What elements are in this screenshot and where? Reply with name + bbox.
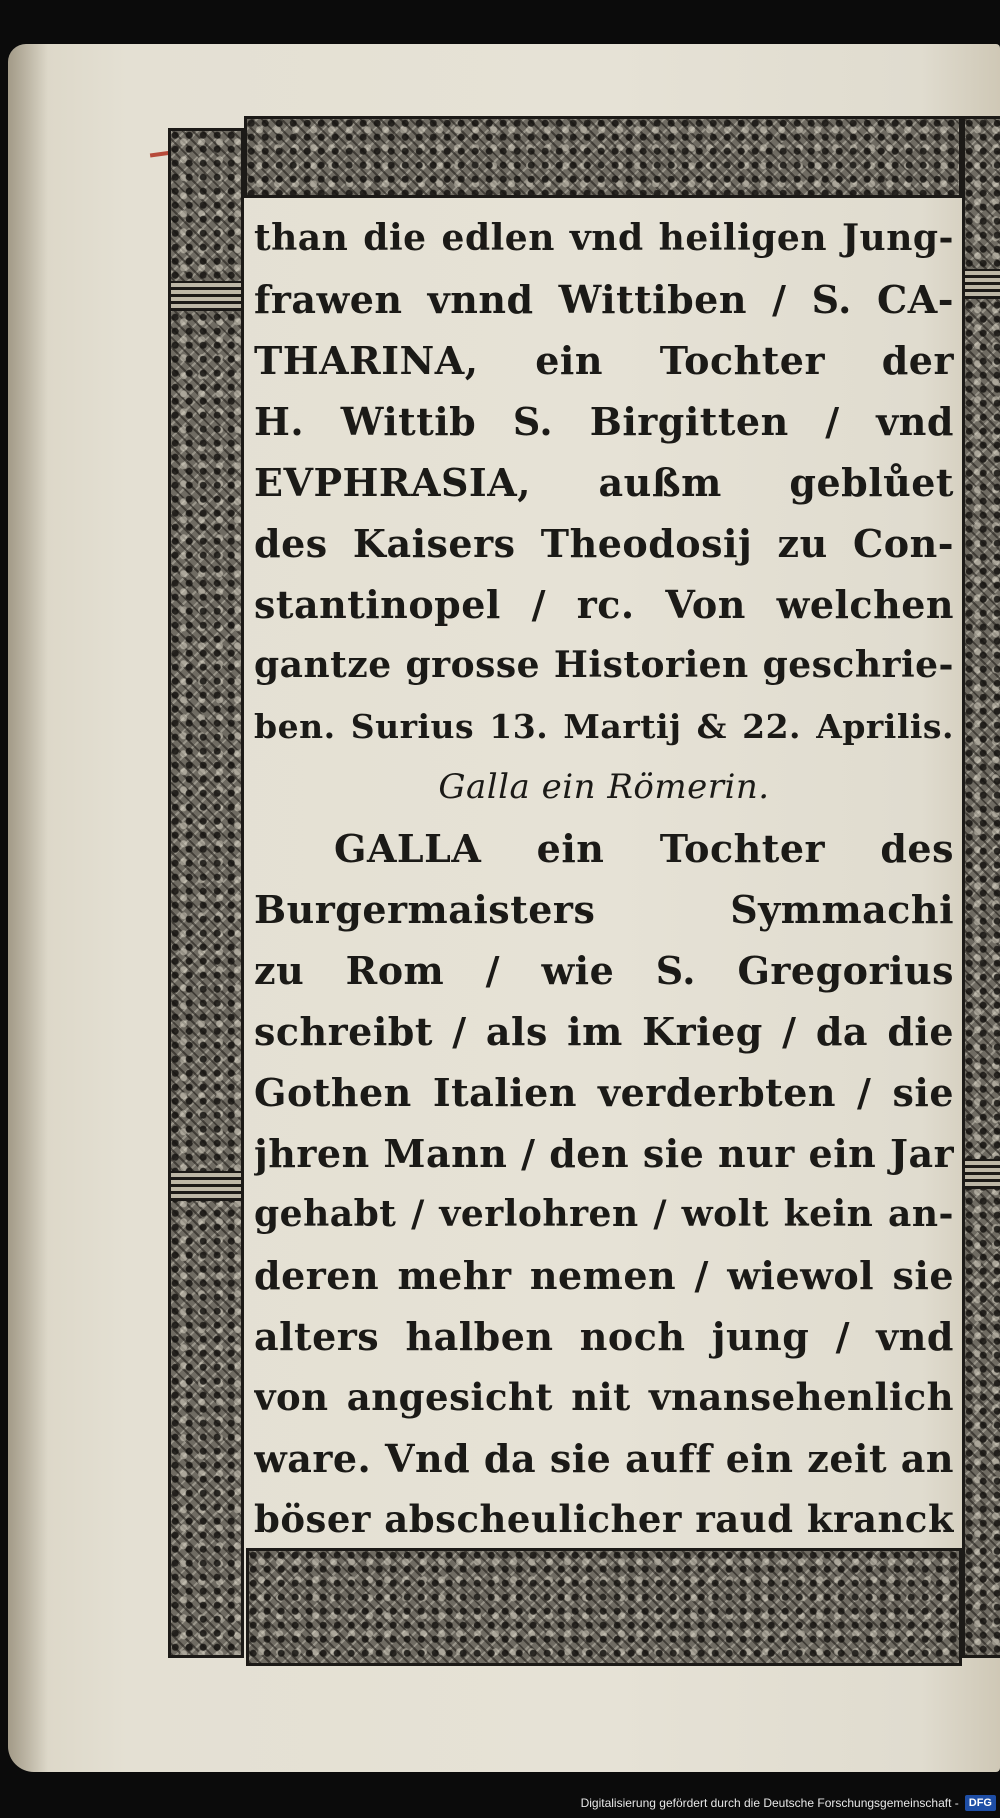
column-ring <box>965 1159 1000 1189</box>
text-line: than die edlen vnd heiligen Jung- <box>254 217 954 259</box>
text-line: gantze grosse Historien geschrie- <box>254 644 954 686</box>
text-line: des Kaisers Theodosij zu Con- <box>254 521 954 566</box>
ornamental-column-right <box>962 116 1000 1658</box>
ornamental-column-left <box>168 128 244 1658</box>
text-line: ben. Surius 13. Martij & 22. Aprilis. <box>254 707 954 746</box>
text-line: von angesicht nit vnansehenlich <box>254 1375 954 1419</box>
text-line: zu Rom / wie S. Gregorius <box>254 948 954 993</box>
text-line: gehabt / verlohren / wolt kein an- <box>254 1193 954 1235</box>
section-heading: Galla ein Römerin. <box>438 767 770 807</box>
digitization-credit <box>581 1792 996 1814</box>
column-ring <box>171 1171 241 1201</box>
text-line: H. Wittib S. Birgitten / vnd <box>254 399 954 444</box>
ornamental-border-top <box>244 116 962 198</box>
text-line: Burgermaisters Symmachi <box>254 887 954 932</box>
text-line: alters halben noch jung / vnd <box>254 1314 954 1359</box>
text-line: EVPHRASIA, außm geblůet <box>254 460 954 505</box>
column-ring <box>171 281 241 311</box>
text-line: stantinopel / rc. Von welchen <box>254 582 954 627</box>
text-line: deren mehr nemen / wiewol sie <box>254 1253 954 1298</box>
text-line: ware. Vnd da sie auff ein zeit an <box>254 1436 954 1481</box>
text-line: GALLA ein Tochter des <box>334 826 954 871</box>
page-text <box>254 208 954 1544</box>
text-line: böser abscheulicher raud kranck <box>254 1497 954 1541</box>
credit-text: Digitalisierung gefördert durch die Deutsche Forschungsgemeinschaft - <box>580 1796 959 1810</box>
ornamental-border-bottom <box>246 1548 962 1666</box>
column-ring <box>965 269 1000 299</box>
text-line: THARINA, ein Tochter der <box>254 338 954 383</box>
text-line: schreibt / als im Krieg / da die <box>254 1009 954 1054</box>
text-line: jhren Mann / den sie nur ein Jar <box>254 1131 954 1176</box>
text-line: frawen vnnd Wittiben / S. CA- <box>254 277 954 322</box>
page-gutter-shadow <box>8 44 48 1772</box>
text-line: Gothen Italien verderbten / sie <box>254 1070 954 1115</box>
dfg-logo: DFG <box>965 1795 996 1811</box>
